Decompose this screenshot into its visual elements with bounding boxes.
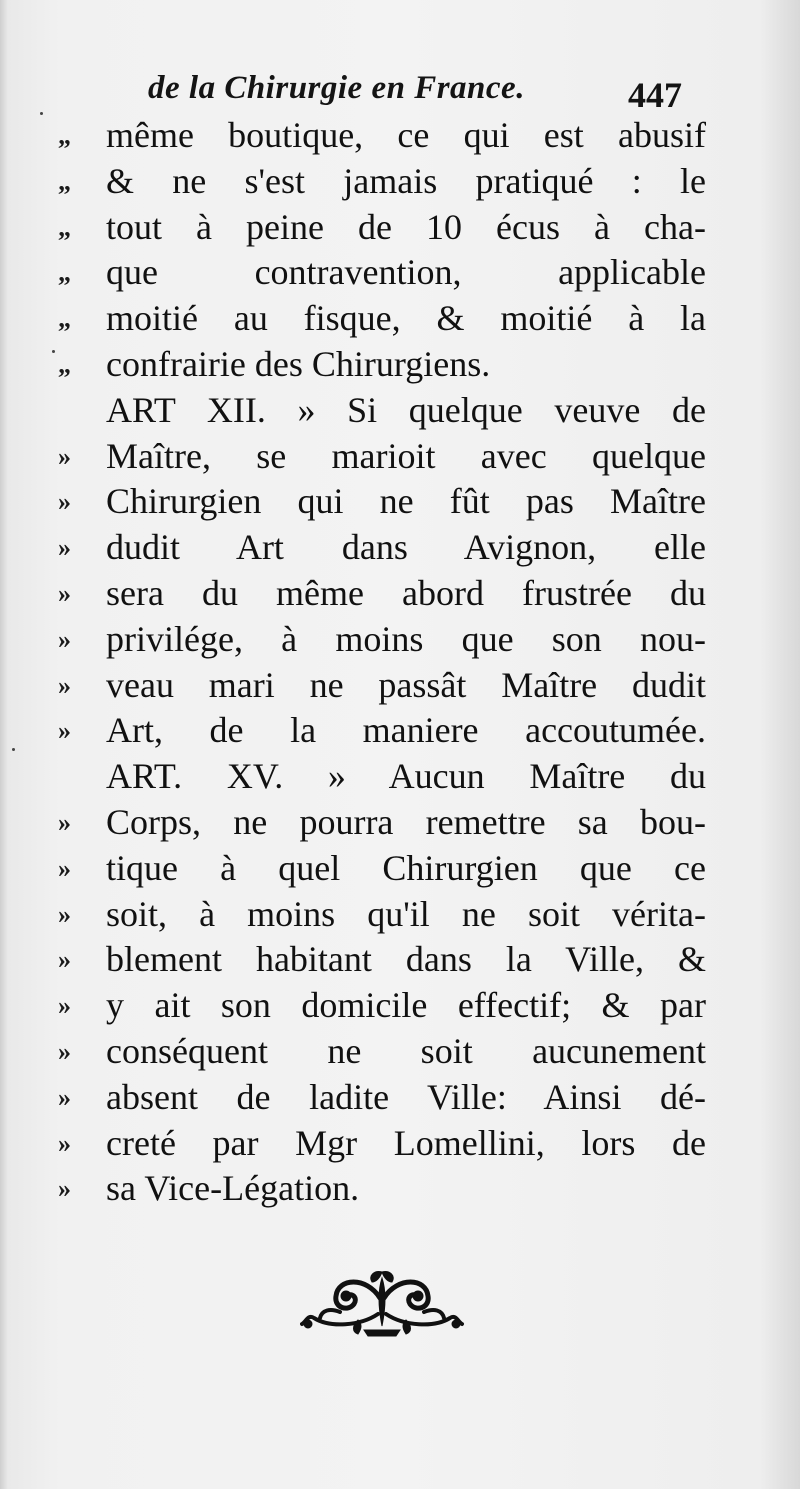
quote-mark: „ [58,212,71,242]
line-text: blement habitant dans la Ville, & [106,939,706,980]
text-line [58,113,708,159]
text-line [58,159,708,205]
print-speck [12,748,15,751]
quote-mark: „ [58,121,71,150]
article-heading-line [58,388,708,434]
running-head: de la Chirurgie en France. [148,70,525,106]
text-line [58,479,708,525]
article-heading-line [58,754,708,800]
text-line [58,250,708,296]
quote-mark: » [58,578,71,608]
quote-mark: „ [58,258,71,288]
quote-mark: „ [58,304,71,334]
fleuron-ornament-icon [300,1268,465,1338]
text-line [58,617,708,663]
text-line [58,800,708,846]
line-text: Corps, ne pourra remettre sa bou- [106,801,706,842]
line-text: ART. XV. » Aucun Maître du [106,756,706,797]
line-text: dudit Art dans Avignon, elle [106,527,706,568]
line-text: soit, à moins qu'il ne soit vérita- [106,893,706,934]
line-text: sa Vice-Légation. [106,1168,360,1209]
text-line [58,525,708,571]
line-text: même boutique, ce qui est abusif [106,115,706,155]
quote-mark: » [58,807,71,837]
quote-mark: » [58,533,71,563]
text-line [58,1121,708,1167]
text-line [58,708,708,754]
text-line [58,663,708,709]
text-line [58,205,708,251]
text-line [58,342,708,388]
text-line [58,1029,708,1075]
print-speck [52,350,55,353]
quote-mark: » [58,716,71,746]
line-text: confrairie des Chirurgiens. [106,343,491,384]
quote-mark: » [58,899,71,929]
quote-mark: „ [58,349,71,379]
line-text: y ait son domicile effectif; & par [106,985,706,1026]
quote-mark: » [58,1082,71,1112]
text-line [58,296,708,342]
quote-mark: » [58,991,71,1021]
print-speck [40,112,43,115]
text-line [58,937,708,983]
line-text: veau mari ne passât Maître dudit [106,664,706,705]
quote-mark: » [58,487,71,517]
line-text: tique à quel Chirurgien que ce [106,847,706,888]
line-text: Maître, se marioit avec quelque [106,435,706,476]
line-text: absent de ladite Ville: Ainsi dé- [106,1076,706,1117]
text-line [58,846,708,892]
line-text: Art, de la maniere accoutumée. [106,710,706,751]
page-body [58,113,708,1212]
line-text: que contravention, applicable [106,252,706,293]
text-line [58,571,708,617]
page-number: 447 [628,75,682,115]
quote-mark: » [58,624,71,654]
text-line [58,892,708,938]
quote-mark: » [58,945,71,975]
quote-mark: » [58,670,71,700]
quote-mark: „ [58,166,71,196]
text-line [58,1166,708,1212]
text-line [58,983,708,1029]
line-text: Chirurgien qui ne fût pas Maître [106,481,706,522]
line-text: ART XII. » Si quelque veuve de [106,389,706,430]
text-line [58,434,708,480]
line-text: privilége, à moins que son nou- [106,618,706,659]
line-text: tout à peine de 10 écus à cha- [106,206,706,247]
quote-mark: » [58,1128,71,1158]
quote-mark: » [58,1174,71,1204]
line-text: moitié au fisque, & moitié à la [106,298,706,339]
line-text: & ne s'est jamais pratiqué : le [106,160,706,201]
text-line [58,1075,708,1121]
line-text: conséquent ne soit aucunement [106,1030,706,1071]
quote-mark: » [58,1036,71,1066]
line-text: creté par Mgr Lomellini, lors de [106,1122,706,1163]
quote-mark: » [58,853,71,883]
line-text: sera du même abord frustrée du [106,572,706,613]
quote-mark: » [58,441,71,471]
